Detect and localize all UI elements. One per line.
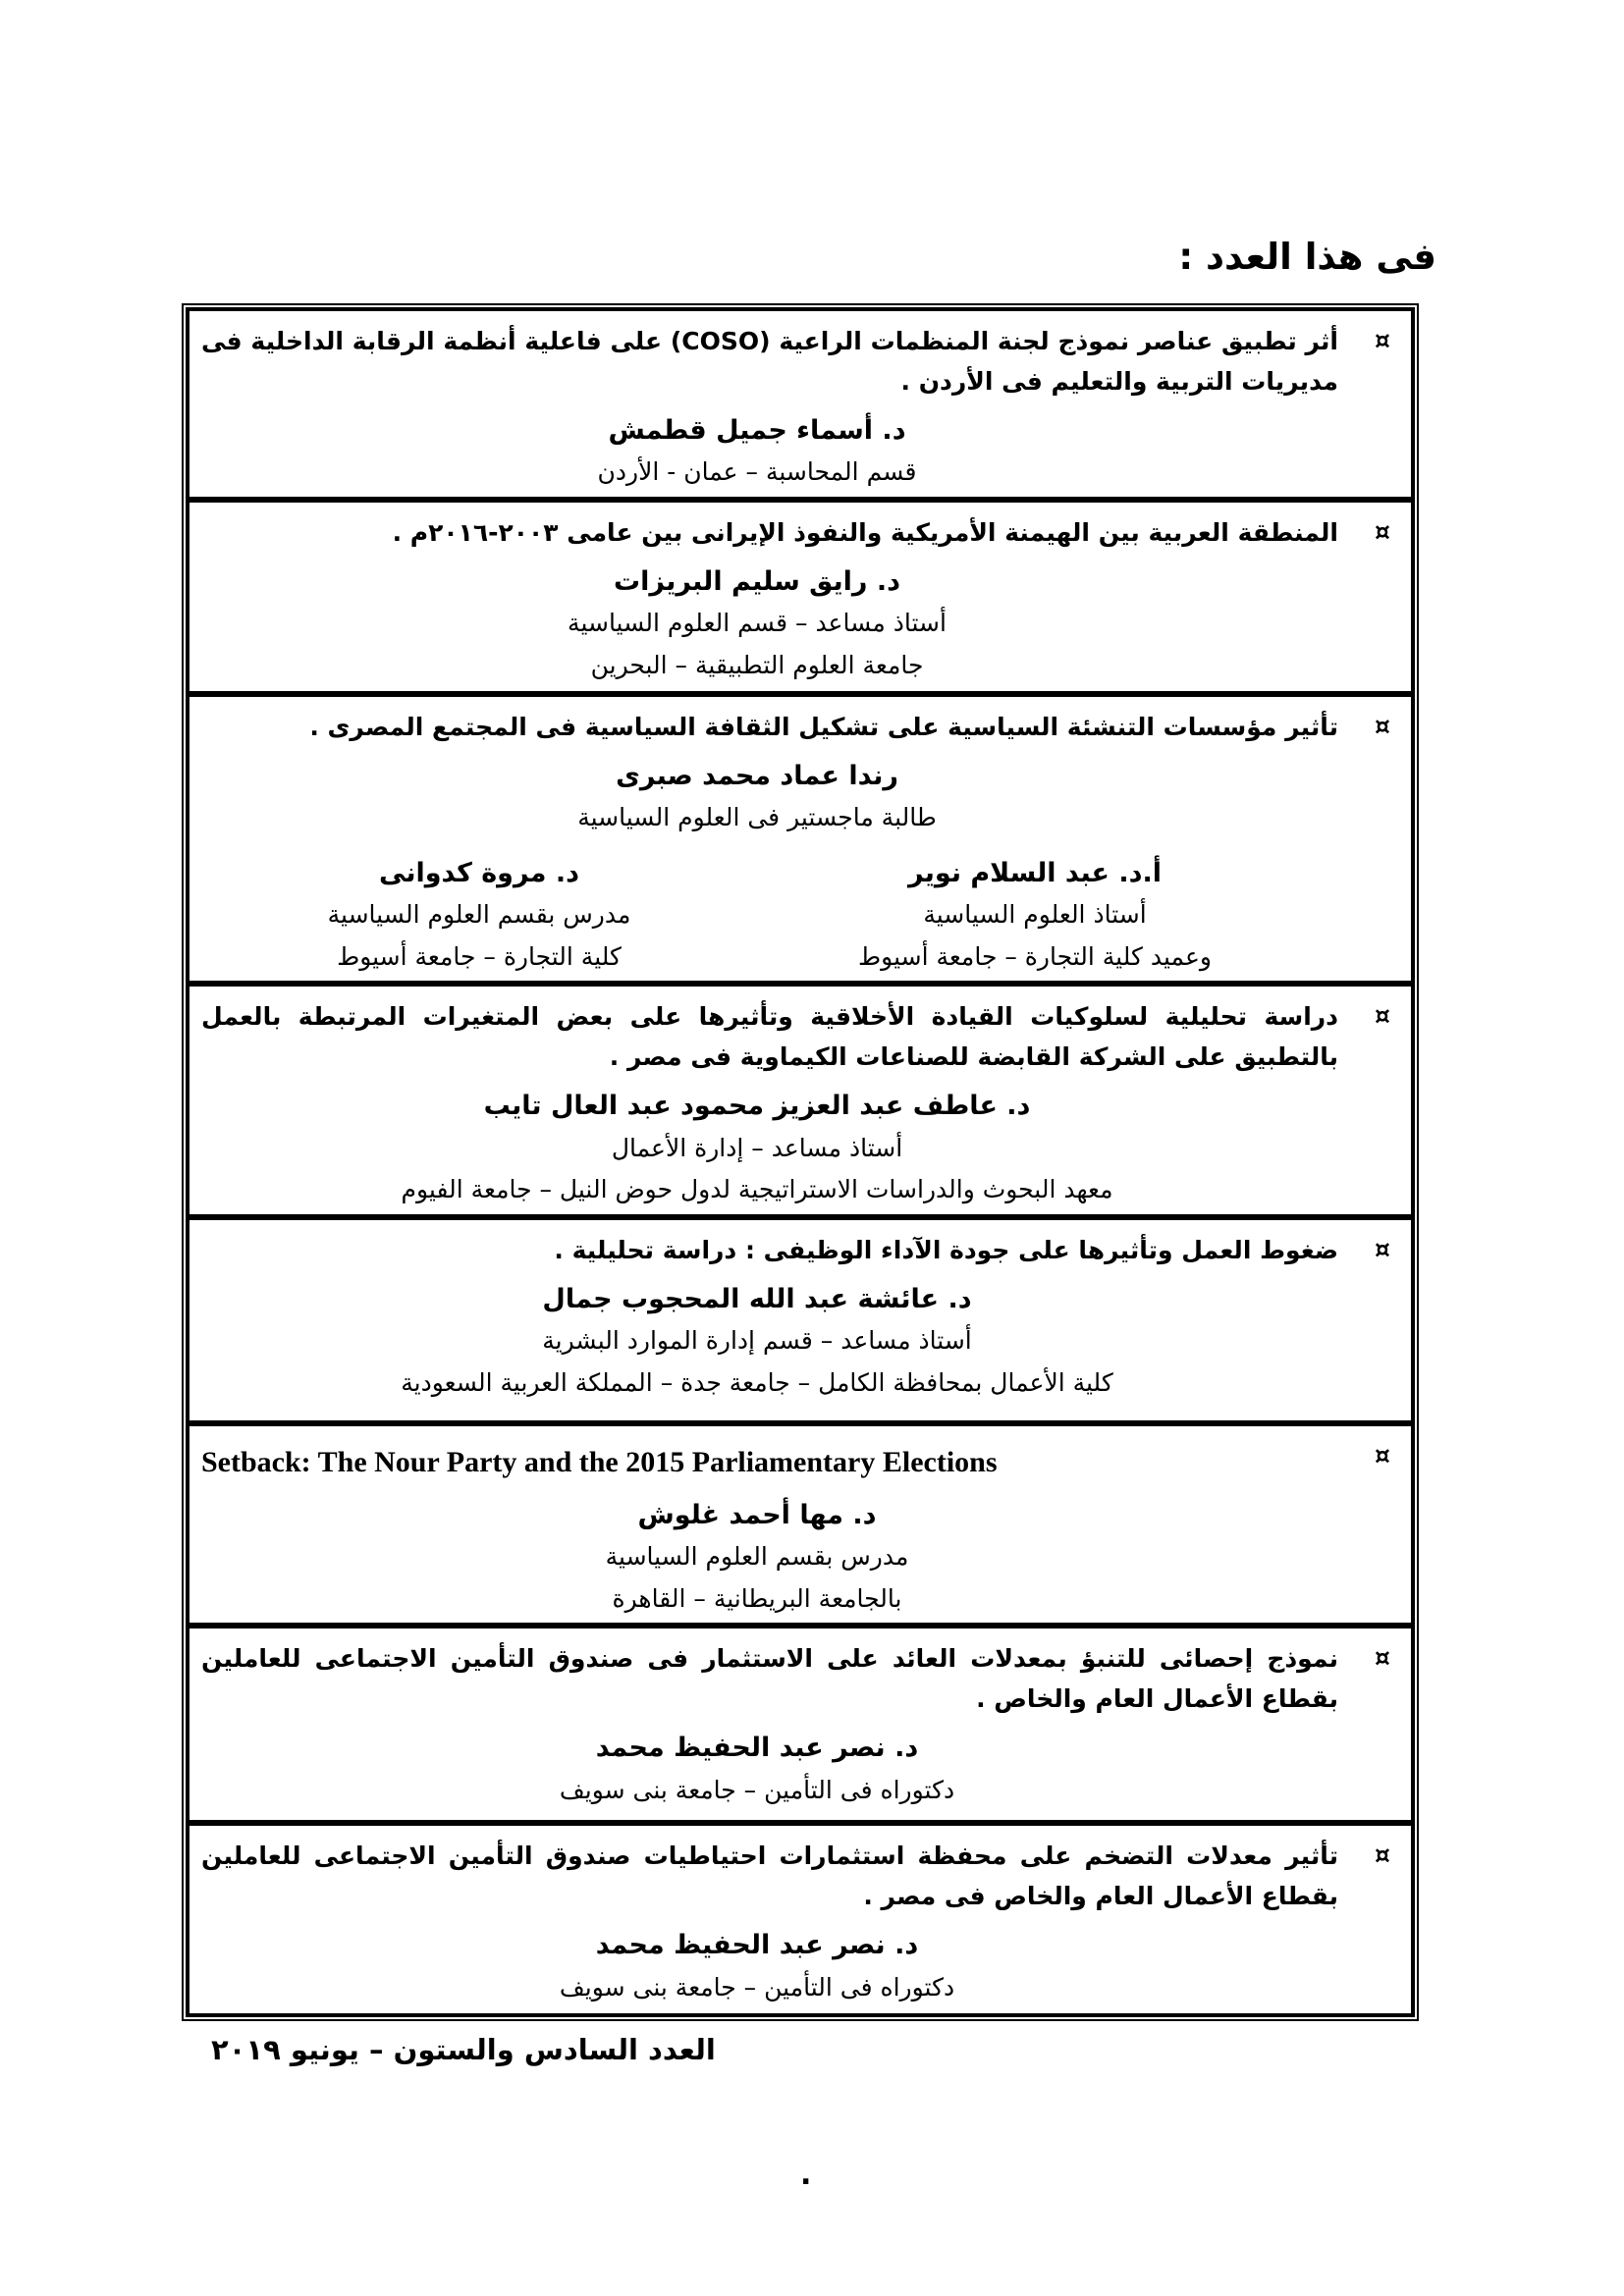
entry-head: [201, 1836, 1399, 1916]
entry-byline: [201, 759, 1399, 975]
toc-entry: [186, 1216, 1415, 1424]
entry-bullet-icon: ¤: [1375, 1440, 1390, 1469]
entry-title: Setback: The Nour Party and the 2015 Parliamentary Elections: [201, 1445, 998, 1478]
entry-author: د. نصر عبد الحفيظ محمد: [595, 1733, 919, 1764]
entry-title: دراسة تحليلية لسلوكيات القيادة الأخلاقية وتأثيرها على بعض المتغيرات المرتبطة بالعمل بالتطبيق على الشركة القابضة للصناعات الكيماوية فى مصر .: [201, 1002, 1338, 1072]
entry-affiliation: جامعة العلوم التطبيقية – البحرين: [590, 650, 924, 679]
entry-affiliation: مدرس بقسم العلوم السياسية: [605, 1542, 909, 1572]
entry-bullet-icon: ¤: [1375, 1841, 1390, 1870]
entry-title: تأثير معدلات التضخم على محفظة استثمارات احتياطيات صندوق التأمين الاجتماعى للعاملين بقطاع الأعمال العام والخاص فى مصر .: [201, 1842, 1338, 1911]
toc-table: [182, 303, 1419, 2021]
entry-bullet-icon: ¤: [1375, 1234, 1390, 1263]
issue-footer: العدد السادس والستون – يونيو ٢٠١٩: [211, 2033, 716, 2067]
entry-title: نموذج إحصائى للتنبؤ بمعدلات العائد على الاستثمار فى صندوق التأمين الاجتماعى للعاملين بقطاع الأعمال العام والخاص .: [201, 1644, 1338, 1714]
co-author-affiliation: كلية التجارة – جامعة أسيوط: [337, 941, 622, 971]
co-author-affiliation: مدرس بقسم العلوم السياسية: [327, 900, 631, 930]
entry-affiliation: كلية الأعمال بمحافظة الكامل – جامعة جدة – المملكة العربية السعودية: [401, 1367, 1113, 1397]
co-author-affiliation: وعميد كلية التجارة – جامعة أسيوط: [858, 941, 1212, 971]
entry-title: ضغوط العمل وتأثيرها على جودة الآداء الوظيفى : دراسة تحليلية .: [554, 1235, 1338, 1264]
entry-author: د. عائشة عبد الله المحجوب جمال: [542, 1283, 972, 1314]
entry-byline: [201, 1731, 1399, 1808]
entry-byline: [201, 1498, 1399, 1617]
toc-entry: [186, 1625, 1415, 1824]
co-author-column: [757, 844, 1313, 975]
entry-affiliation: أستاذ مساعد – قسم العلوم السياسية: [568, 609, 947, 638]
co-author-column: [201, 844, 757, 975]
entry-author: د. رايق سليم البريزات: [614, 565, 900, 597]
entry-title: أثر تطبيق عناصر نموذج لجنة المنظمات الراعية (COSO) على فاعلية أنظمة الرقابة الداخلية فى مديريات التربية والتعليم فى الأردن .: [201, 327, 1338, 396]
entry-title: المنطقة العربية بين الهيمنة الأمريكية والنفوذ الإيرانى بين عامى ٢٠٠٣-٢٠١٦م .: [392, 517, 1338, 547]
entry-head: [201, 996, 1399, 1077]
co-author-columns: [201, 844, 1313, 975]
entry-affiliation: دكتوراه فى التأمين – جامعة بنى سويف: [559, 1775, 955, 1804]
entry-bullet-icon: ¤: [1375, 1643, 1390, 1673]
entry-affiliation: دكتوراه فى التأمين – جامعة بنى سويف: [559, 1972, 955, 2002]
entry-bullet-icon: ¤: [1375, 326, 1390, 354]
toc-entry: [186, 307, 1415, 501]
entry-head: [201, 512, 1399, 553]
page-title: فى هذا العدد :: [1178, 236, 1436, 278]
toc-entry: [186, 1422, 1415, 1628]
entry-byline: [201, 1928, 1399, 2005]
co-author-name: أ.د. عبد السلام نوير: [907, 857, 1163, 888]
co-author-affiliation: أستاذ العلوم السياسية: [923, 900, 1147, 930]
entry-author: د. أسماء جميل قطمش: [608, 415, 906, 446]
co-author-name: د. مروة كدوانى: [379, 857, 579, 888]
entry-head: [201, 1436, 1399, 1486]
entry-bullet-icon: ¤: [1375, 711, 1390, 740]
entry-affiliation: معهد البحوث والدراسات الاستراتيجية لدول حوض النيل – جامعة الفيوم: [401, 1175, 1113, 1204]
entry-bullet-icon: ¤: [1375, 516, 1390, 546]
page-dot: .: [800, 2158, 812, 2192]
entry-head: [201, 1638, 1399, 1719]
entry-head: [201, 321, 1399, 401]
entry-author: د. مها أحمد غلوش: [637, 1499, 877, 1530]
toc-entry: [186, 1822, 1415, 2017]
entry-affiliation: أستاذ مساعد – إدارة الأعمال: [611, 1133, 903, 1162]
entry-affiliation: طالبة ماجستير فى العلوم السياسية: [577, 803, 937, 832]
entry-affiliation: بالجامعة البريطانية – القاهرة: [612, 1583, 902, 1613]
entry-byline: [201, 1089, 1399, 1207]
entry-author: د. عاطف عبد العزيز محمود عبد العال تايب: [483, 1091, 1031, 1122]
entry-byline: [201, 1282, 1399, 1401]
entry-byline: [201, 413, 1399, 491]
entry-author: د. نصر عبد الحفيظ محمد: [595, 1930, 919, 1961]
entry-byline: [201, 564, 1399, 683]
entry-title: تأثير مؤسسات التنشئة السياسية على تشكيل الثقافة السياسية فى المجتمع المصرى .: [309, 712, 1338, 741]
entry-head: [201, 707, 1399, 747]
toc-entry: [186, 499, 1415, 695]
toc-entry: [186, 983, 1415, 1217]
entry-author: رندا عماد محمد صبرى: [616, 760, 898, 791]
entry-affiliation: أستاذ مساعد – قسم إدارة الموارد البشرية: [542, 1326, 972, 1356]
entry-bullet-icon: ¤: [1375, 1001, 1390, 1031]
toc-entry: [186, 693, 1415, 985]
entry-head: [201, 1230, 1399, 1270]
entry-affiliation: قسم المحاسبة – عمان - الأردن: [597, 457, 917, 487]
